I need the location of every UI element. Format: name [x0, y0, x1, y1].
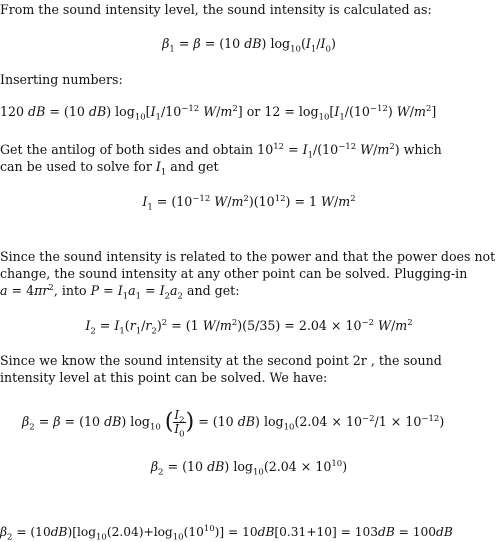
equation-beta2-log: $\beta_2 = \beta = (10$ dB) $\log_{10}$ ( $\frac{I_2}{I_0}$ ) = (10 dB) $\log_{10}(2.04 \times 10^{-2}/1 \times 10^{-12})$: [22, 408, 445, 440]
equation-i2: $I_2 = I_1(r_1/r_2)^2 = (1$ $W/m^2)(5/35) = 2.04 \times 10^{-2}$ $W/m^2$: [85, 317, 413, 337]
paragraph-power-3: $a = 4\pi r^2$, into $P = I_1a_1 = I_2a_2$ and get:: [0, 282, 240, 302]
paragraph-antilog-cont: can be used to solve for $I_1$ and get: [0, 159, 219, 178]
paragraph-power-1: Since the sound intensity is related to the power and that the power does not: [0, 249, 496, 264]
equation-i1: $I_1 = (10^{-12}$ $W/m^2)(10^{12}) = 1$ $W/m^2$: [142, 193, 356, 213]
paragraph-power-2: change, the sound intensity at any other point can be solved. Plugging-in: [0, 266, 468, 281]
paragraph-intro: From the sound intensity level, the sound intensity is calculated as:: [0, 2, 432, 17]
paragraph-second-point-2: intensity level at this point can be solved. We have:: [0, 370, 328, 385]
equation-beta2-final: $\beta_2 = (10dB)[\log_{10}(2.04)+\log_{10}(10^{10})] = 10dB[0.31+10] = 103dB = 100dB$: [0, 523, 453, 542]
paragraph-second-point-1: Since we know the sound intensity at the second point 2r , the sound: [0, 353, 442, 368]
paragraph-inserting: Inserting numbers:: [0, 72, 123, 87]
equation-beta1: $\beta_1 = \beta = (10$ dB) $\log_{10}(I_1/I_0)$: [162, 36, 336, 55]
fraction-i2-over-i0: $\frac{I_2}{I_0}$: [174, 408, 185, 440]
equation-insert-numbers: 120 dB = (10 dB) $\log_{10}[I_1/10^{-12}$ $W/m^2$] or $12 = \log_{10}[I_1/(10^{-12})$ $W/m^2$]: [0, 103, 437, 123]
paragraph-antilog: Get the antilog of both sides and obtain $10^{12} = I_1/(10^{-12}$ $W/m^2$) which: [0, 141, 442, 161]
equation-beta2-simplified: $\beta_2 = (10$ dB) $\log_{10}(2.04 \times 10^{10})$: [150, 458, 348, 478]
